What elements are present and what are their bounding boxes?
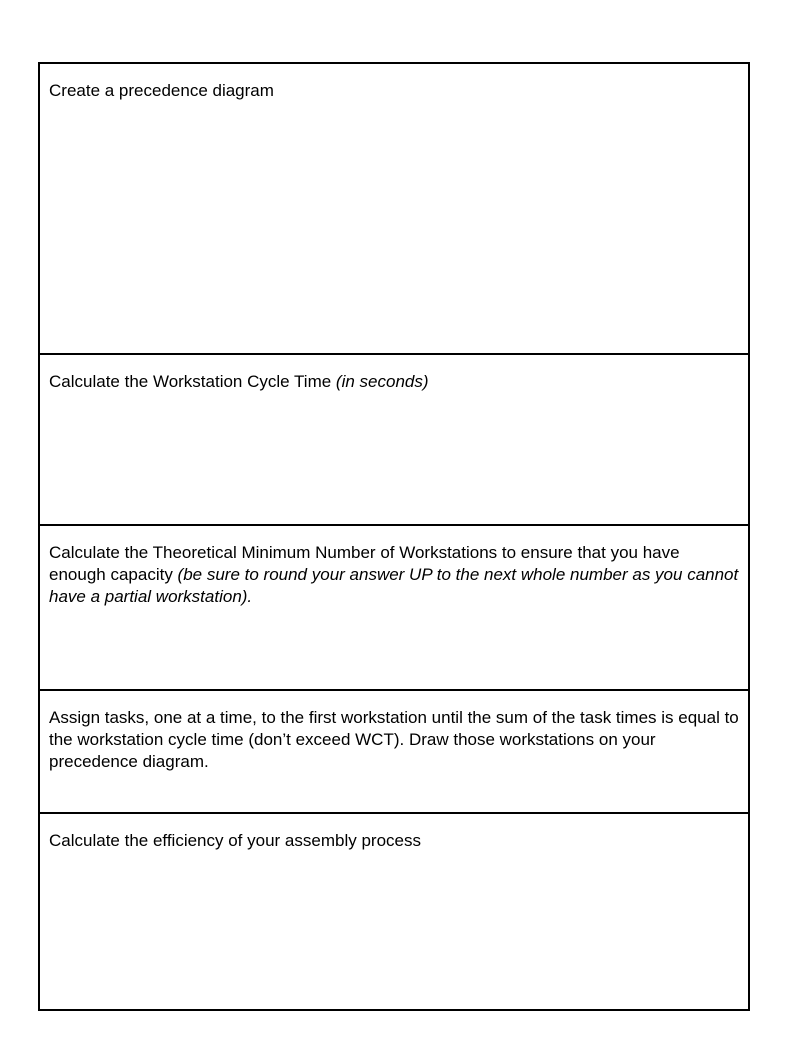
section-prompt: Assign tasks, one at a time, to the first workstation until the sum of the task times is equal to the workstation cycle time (don’t exceed WCT). Draw those workstations on your precedence diagram. bbox=[49, 708, 739, 771]
section-assign-tasks bbox=[39, 690, 749, 813]
section-prompt: Calculate the Workstation Cycle Time bbox=[49, 372, 336, 391]
section-min-workstations bbox=[39, 525, 749, 690]
section-prompt-note: (be sure to round your answer UP to the next whole number as you cannot have a partial workstation). bbox=[49, 565, 739, 606]
section-prompt: Calculate the efficiency of your assembly process bbox=[49, 831, 421, 850]
section-prompt-note: (in seconds) bbox=[335, 372, 429, 391]
section-cell[interactable] bbox=[39, 354, 749, 525]
section-cell[interactable] bbox=[39, 813, 749, 1010]
section-cell[interactable] bbox=[39, 63, 749, 354]
section-cell[interactable] bbox=[39, 525, 749, 690]
section-cycle-time bbox=[39, 354, 749, 525]
section-efficiency bbox=[39, 813, 749, 1010]
section-precedence-diagram bbox=[39, 63, 749, 354]
section-prompt: Create a precedence diagram bbox=[49, 81, 274, 100]
worksheet-table bbox=[38, 62, 750, 1011]
section-cell[interactable] bbox=[39, 690, 749, 813]
section-prompt: Calculate the Theoretical Minimum Number of Workstations to ensure that you have enough capacity bbox=[49, 543, 680, 584]
